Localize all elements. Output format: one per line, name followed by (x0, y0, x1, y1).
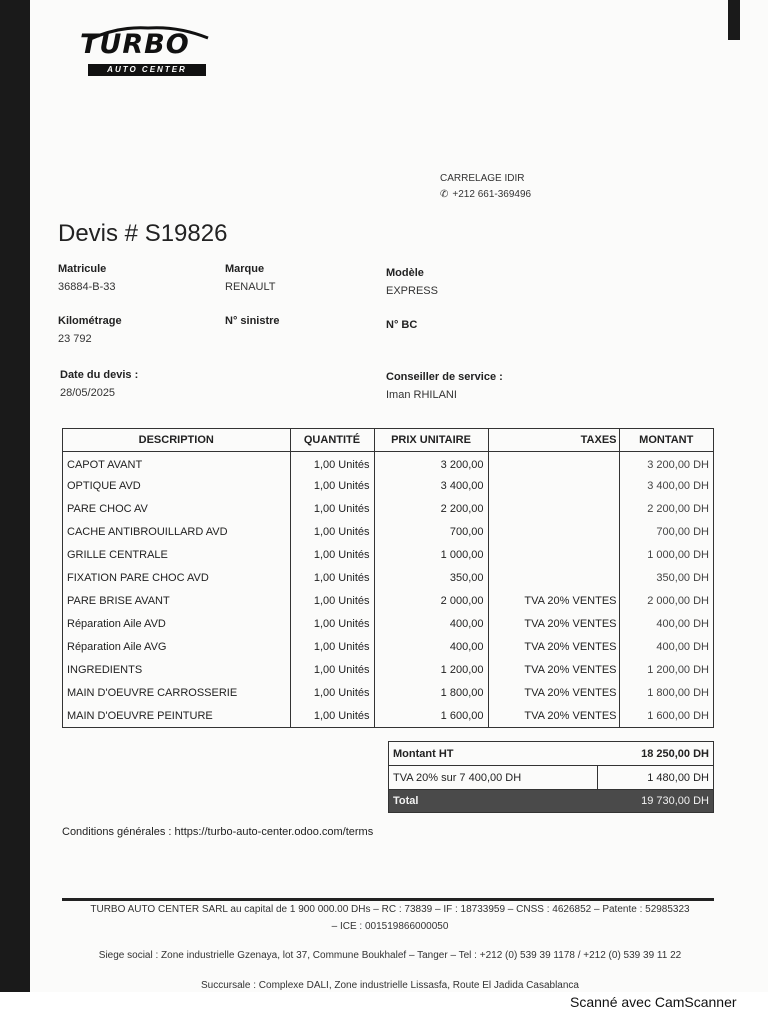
table-row (63, 451, 713, 474)
row-amount: 400,00 DH (619, 635, 713, 658)
row-unit-price: 1 600,00 (374, 704, 488, 727)
row-quantity: 1,00 Unités (290, 520, 374, 543)
row-amount: 3 200,00 DH (619, 451, 713, 474)
footer-succursale-line: Succursale : Complexe DALI, Zone industrielle Lissasfa, Route El Jadida Casablanca (201, 980, 579, 991)
row-amount: 700,00 DH (619, 520, 713, 543)
row-tax (488, 543, 619, 566)
totals-box (388, 741, 714, 813)
row-quantity: 1,00 Unités (290, 497, 374, 520)
row-quantity: 1,00 Unités (290, 451, 374, 474)
row-description: OPTIQUE AVD (67, 479, 141, 492)
table-row (63, 589, 713, 612)
row-unit-price: 3 200,00 (374, 451, 488, 474)
table-header-row (63, 429, 713, 451)
row-quantity: 1,00 Unités (290, 543, 374, 566)
customer-phone-line (440, 187, 531, 203)
row-amount: 1 800,00 DH (619, 681, 713, 704)
row-unit-price: 350,00 (374, 566, 488, 589)
row-unit-price: 3 400,00 (374, 474, 488, 497)
customer-phone: +212 661-369496 (452, 189, 532, 200)
row-tax (488, 451, 619, 474)
date-value: 28/05/2025 (60, 387, 116, 399)
grand-total-label: Total (393, 795, 419, 807)
row-tax: TVA 20% VENTES (488, 658, 619, 681)
tva-row (389, 766, 713, 790)
modele-value: EXPRESS (386, 285, 438, 297)
table-row (63, 566, 713, 589)
conditions-link[interactable]: Conditions générales : https://turbo-auto-center.odoo.com/terms (62, 826, 374, 838)
row-unit-price: 700,00 (374, 520, 488, 543)
page-title: Devis # S19826 (58, 220, 228, 247)
footer-siege-line: Siege social : Zone industrielle Gzenaya, lot 37, Commune Boukhalef – Tanger – Tel : +212 (0) 539 39 1178 / +212 (0) 539 39 11 22 (98, 950, 682, 961)
col-header-quantity: QUANTITÉ (290, 429, 374, 451)
camscanner-watermark: Scanné avec CamScanner (570, 994, 737, 1010)
row-description: FIXATION PARE CHOC AVD (67, 571, 209, 584)
footer-ice-line: – ICE : 001519866000050 (331, 921, 449, 932)
row-description: INGREDIENTS (67, 663, 143, 676)
row-tax (488, 566, 619, 589)
row-tax: TVA 20% VENTES (488, 635, 619, 658)
row-quantity: 1,00 Unités (290, 658, 374, 681)
matricule-value: 36884-B-33 (58, 281, 116, 293)
customer-block (440, 171, 531, 203)
row-tax: TVA 20% VENTES (488, 612, 619, 635)
row-description: PARE BRISE AVANT (67, 594, 170, 607)
kilometrage-value: 23 792 (58, 333, 92, 345)
page-margin-right (740, 0, 768, 1024)
tva-label: TVA 20% sur 7 400,00 DH (393, 771, 522, 784)
row-unit-price: 2 200,00 (374, 497, 488, 520)
col-header-price: PRIX UNITAIRE (374, 429, 488, 451)
table-row (63, 543, 713, 566)
row-quantity: 1,00 Unités (290, 474, 374, 497)
conseiller-label: Conseiller de service : (386, 371, 503, 383)
logo-sub-text: AUTO CENTER (88, 64, 206, 76)
logo-main-text: TURBO (80, 29, 190, 60)
table-row (63, 520, 713, 543)
row-amount: 1 600,00 DH (619, 704, 713, 727)
row-description: GRILLE CENTRALE (67, 548, 168, 561)
row-tax: TVA 20% VENTES (488, 589, 619, 612)
row-amount: 400,00 DH (619, 612, 713, 635)
grand-total-row (389, 790, 713, 812)
kilometrage-label: Kilométrage (58, 315, 122, 327)
row-tax (488, 497, 619, 520)
col-header-amount: MONTANT (619, 429, 713, 451)
row-quantity: 1,00 Unités (290, 681, 374, 704)
row-tax (488, 520, 619, 543)
table-row (63, 681, 713, 704)
col-header-taxes: TAXES (488, 429, 619, 451)
customer-name: CARRELAGE IDIR (440, 173, 525, 184)
row-tax: TVA 20% VENTES (488, 681, 619, 704)
row-description: Réparation Aile AVG (67, 640, 167, 653)
matricule-label: Matricule (58, 263, 107, 275)
conseiller-value: Iman RHILANI (386, 389, 457, 401)
marque-value: RENAULT (225, 281, 276, 293)
table-row (63, 635, 713, 658)
row-description: CACHE ANTIBROUILLARD AVD (67, 525, 228, 538)
row-unit-price: 400,00 (374, 635, 488, 658)
total-ht-label: Montant HT (393, 747, 454, 760)
brand-logo (78, 24, 212, 78)
sinistre-label: N° sinistre (225, 315, 280, 327)
row-amount: 1 000,00 DH (619, 543, 713, 566)
row-amount: 1 200,00 DH (619, 658, 713, 681)
row-unit-price: 1 200,00 (374, 658, 488, 681)
row-description: PARE CHOC AV (67, 502, 148, 515)
row-unit-price: 400,00 (374, 612, 488, 635)
tva-value: 1 480,00 DH (597, 766, 713, 790)
footer-divider (62, 898, 714, 901)
row-amount: 3 400,00 DH (619, 474, 713, 497)
row-amount: 2 200,00 DH (619, 497, 713, 520)
row-amount: 2 000,00 DH (619, 589, 713, 612)
bc-label: N° BC (386, 319, 418, 331)
total-ht-value: 18 250,00 DH (641, 747, 709, 760)
row-quantity: 1,00 Unités (290, 566, 374, 589)
table-row (63, 658, 713, 681)
table-row (63, 612, 713, 635)
table-row (63, 474, 713, 497)
footer-legal-line: TURBO AUTO CENTER SARL au capital de 1 900 000.00 DHs – RC : 73839 – IF : 18733959 – CNSS : 4626852 – Patente : 52985323 (90, 904, 690, 915)
row-description: MAIN D'OEUVRE PEINTURE (67, 709, 213, 722)
row-description: MAIN D'OEUVRE CARROSSERIE (67, 686, 238, 699)
marque-label: Marque (225, 263, 265, 275)
phone-icon: ✆ (440, 189, 449, 200)
modele-label: Modèle (386, 267, 424, 279)
scan-shadow (728, 0, 740, 40)
table-row (63, 704, 713, 727)
date-label: Date du devis : (60, 369, 139, 381)
row-quantity: 1,00 Unités (290, 635, 374, 658)
row-tax (488, 474, 619, 497)
quote-table (62, 428, 714, 728)
row-quantity: 1,00 Unités (290, 612, 374, 635)
row-unit-price: 1 800,00 (374, 681, 488, 704)
row-description: Réparation Aile AVD (67, 617, 166, 630)
row-amount: 350,00 DH (619, 566, 713, 589)
row-quantity: 1,00 Unités (290, 704, 374, 727)
row-tax: TVA 20% VENTES (488, 704, 619, 727)
row-unit-price: 2 000,00 (374, 589, 488, 612)
row-description: CAPOT AVANT (67, 458, 143, 471)
col-header-description: DESCRIPTION (63, 429, 290, 451)
total-ht-row (389, 742, 713, 766)
row-quantity: 1,00 Unités (290, 589, 374, 612)
row-unit-price: 1 000,00 (374, 543, 488, 566)
grand-total-value: 19 730,00 DH (641, 795, 709, 807)
table-row (63, 497, 713, 520)
